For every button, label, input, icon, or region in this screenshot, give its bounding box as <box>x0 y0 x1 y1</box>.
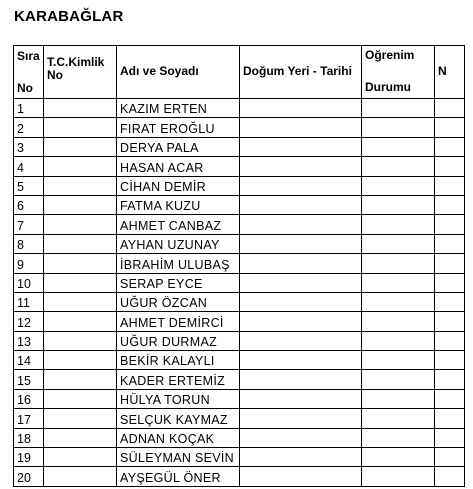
tc-kimlik-cell <box>44 370 117 389</box>
tc-kimlik-cell <box>44 389 117 408</box>
row-number: 10 <box>14 273 44 292</box>
row-number: 13 <box>14 331 44 350</box>
next-column-cell <box>435 428 465 447</box>
ogrenim-cell <box>362 273 435 292</box>
tc-kimlik-cell <box>44 428 117 447</box>
header-sira-label: Sıra <box>17 49 40 63</box>
row-number: 3 <box>14 137 44 156</box>
tc-kimlik-cell <box>44 118 117 137</box>
ogrenim-cell <box>362 215 435 234</box>
dogum-cell <box>240 137 362 156</box>
row-number: 2 <box>14 118 44 137</box>
person-name: DERYA PALA <box>117 137 240 156</box>
dogum-cell <box>240 176 362 195</box>
header-next-column: N <box>435 46 465 99</box>
person-name: AYHAN UZUNAY <box>117 234 240 253</box>
next-column-cell <box>435 176 465 195</box>
person-name: KAZIM ERTEN <box>117 99 240 118</box>
row-number: 8 <box>14 234 44 253</box>
person-name: KADER ERTEMİZ <box>117 370 240 389</box>
tc-kimlik-cell <box>44 137 117 156</box>
next-column-cell <box>435 273 465 292</box>
header-ogrenim <box>362 46 435 99</box>
person-name: İBRAHİM ULUBAŞ <box>117 254 240 273</box>
dogum-cell <box>240 312 362 331</box>
ogrenim-cell <box>362 467 435 486</box>
header-tc-kimlik: T.C.Kimlik No <box>44 46 117 99</box>
tc-kimlik-cell <box>44 312 117 331</box>
table-row <box>14 234 465 253</box>
dogum-cell <box>240 99 362 118</box>
row-number: 12 <box>14 312 44 331</box>
row-number: 4 <box>14 157 44 176</box>
tc-kimlik-cell <box>44 351 117 370</box>
row-number: 11 <box>14 292 44 311</box>
table-row <box>14 157 465 176</box>
ogrenim-cell <box>362 409 435 428</box>
header-sira-no <box>14 46 44 99</box>
header-ogrenim-label: Oğrenim <box>365 48 415 62</box>
dogum-cell <box>240 118 362 137</box>
table-row <box>14 99 465 118</box>
table-row <box>14 273 465 292</box>
next-column-cell <box>435 312 465 331</box>
person-name: SÜLEYMAN SEVİN <box>117 448 240 467</box>
tc-kimlik-cell <box>44 409 117 428</box>
row-number: 15 <box>14 370 44 389</box>
person-name: SERAP EYCE <box>117 273 240 292</box>
table-row <box>14 118 465 137</box>
person-name: AHMET DEMİRCİ <box>117 312 240 331</box>
header-dogum: Doğum Yeri - Tarihi <box>240 46 362 99</box>
person-name: SELÇUK KAYMAZ <box>117 409 240 428</box>
table-header-row <box>14 46 465 99</box>
dogum-cell <box>240 331 362 350</box>
ogrenim-cell <box>362 157 435 176</box>
next-column-cell <box>435 157 465 176</box>
dogum-cell <box>240 428 362 447</box>
ogrenim-cell <box>362 312 435 331</box>
person-name: BEKİR KALAYLI <box>117 351 240 370</box>
table-row <box>14 409 465 428</box>
dogum-cell <box>240 467 362 486</box>
person-name: AHMET CANBAZ <box>117 215 240 234</box>
table-row <box>14 176 465 195</box>
next-column-cell <box>435 118 465 137</box>
next-column-cell <box>435 215 465 234</box>
table-row <box>14 215 465 234</box>
personnel-table <box>13 45 465 487</box>
next-column-cell <box>435 99 465 118</box>
tc-kimlik-cell <box>44 292 117 311</box>
ogrenim-cell <box>362 254 435 273</box>
table-row <box>14 292 465 311</box>
person-name: FIRAT EROĞLU <box>117 118 240 137</box>
table-row <box>14 370 465 389</box>
next-column-cell <box>435 137 465 156</box>
table-row <box>14 137 465 156</box>
next-column-cell <box>435 254 465 273</box>
dogum-cell <box>240 409 362 428</box>
ogrenim-cell <box>362 195 435 214</box>
table-row <box>14 448 465 467</box>
next-column-cell <box>435 370 465 389</box>
table-row <box>14 331 465 350</box>
next-column-cell <box>435 351 465 370</box>
ogrenim-cell <box>362 234 435 253</box>
ogrenim-cell <box>362 331 435 350</box>
tc-kimlik-cell <box>44 467 117 486</box>
row-number: 9 <box>14 254 44 273</box>
tc-kimlik-cell <box>44 331 117 350</box>
ogrenim-cell <box>362 370 435 389</box>
dogum-cell <box>240 195 362 214</box>
person-name: CİHAN DEMİR <box>117 176 240 195</box>
next-column-cell <box>435 467 465 486</box>
dogum-cell <box>240 389 362 408</box>
table-row <box>14 312 465 331</box>
dogum-cell <box>240 370 362 389</box>
ogrenim-cell <box>362 176 435 195</box>
next-column-cell <box>435 389 465 408</box>
tc-kimlik-cell <box>44 273 117 292</box>
ogrenim-cell <box>362 292 435 311</box>
dogum-cell <box>240 273 362 292</box>
dogum-cell <box>240 292 362 311</box>
tc-kimlik-cell <box>44 448 117 467</box>
row-number: 16 <box>14 389 44 408</box>
person-name: ADNAN KOÇAK <box>117 428 240 447</box>
tc-kimlik-cell <box>44 215 117 234</box>
row-number: 19 <box>14 448 44 467</box>
next-column-cell <box>435 292 465 311</box>
row-number: 20 <box>14 467 44 486</box>
table-row <box>14 351 465 370</box>
ogrenim-cell <box>362 351 435 370</box>
person-name: AYŞEGÜL ÖNER <box>117 467 240 486</box>
next-column-cell <box>435 331 465 350</box>
table-row <box>14 428 465 447</box>
ogrenim-cell <box>362 137 435 156</box>
person-name: FATMA KUZU <box>117 195 240 214</box>
ogrenim-cell <box>362 448 435 467</box>
table-row <box>14 389 465 408</box>
row-number: 17 <box>14 409 44 428</box>
table-row <box>14 195 465 214</box>
person-name: HASAN ACAR <box>117 157 240 176</box>
person-name: HÜLYA TORUN <box>117 389 240 408</box>
next-column-cell <box>435 234 465 253</box>
tc-kimlik-cell <box>44 254 117 273</box>
person-name: UĞUR DURMAZ <box>117 331 240 350</box>
person-name: UĞUR ÖZCAN <box>117 292 240 311</box>
ogrenim-cell <box>362 428 435 447</box>
header-durumu-label: Durumu <box>365 80 411 94</box>
page-title: KARABAĞLAR <box>14 8 124 25</box>
header-no-label: No <box>17 81 33 95</box>
tc-kimlik-cell <box>44 99 117 118</box>
next-column-cell <box>435 409 465 428</box>
table-row <box>14 467 465 486</box>
tc-kimlik-cell <box>44 234 117 253</box>
dogum-cell <box>240 351 362 370</box>
dogum-cell <box>240 157 362 176</box>
next-column-cell <box>435 195 465 214</box>
next-column-cell <box>435 448 465 467</box>
table-row <box>14 254 465 273</box>
tc-kimlik-cell <box>44 176 117 195</box>
row-number: 5 <box>14 176 44 195</box>
tc-kimlik-cell <box>44 157 117 176</box>
ogrenim-cell <box>362 99 435 118</box>
ogrenim-cell <box>362 118 435 137</box>
row-number: 14 <box>14 351 44 370</box>
ogrenim-cell <box>362 389 435 408</box>
dogum-cell <box>240 254 362 273</box>
row-number: 6 <box>14 195 44 214</box>
header-name: Adı ve Soyadı <box>117 46 240 99</box>
dogum-cell <box>240 448 362 467</box>
dogum-cell <box>240 215 362 234</box>
row-number: 18 <box>14 428 44 447</box>
row-number: 1 <box>14 99 44 118</box>
row-number: 7 <box>14 215 44 234</box>
tc-kimlik-cell <box>44 195 117 214</box>
dogum-cell <box>240 234 362 253</box>
